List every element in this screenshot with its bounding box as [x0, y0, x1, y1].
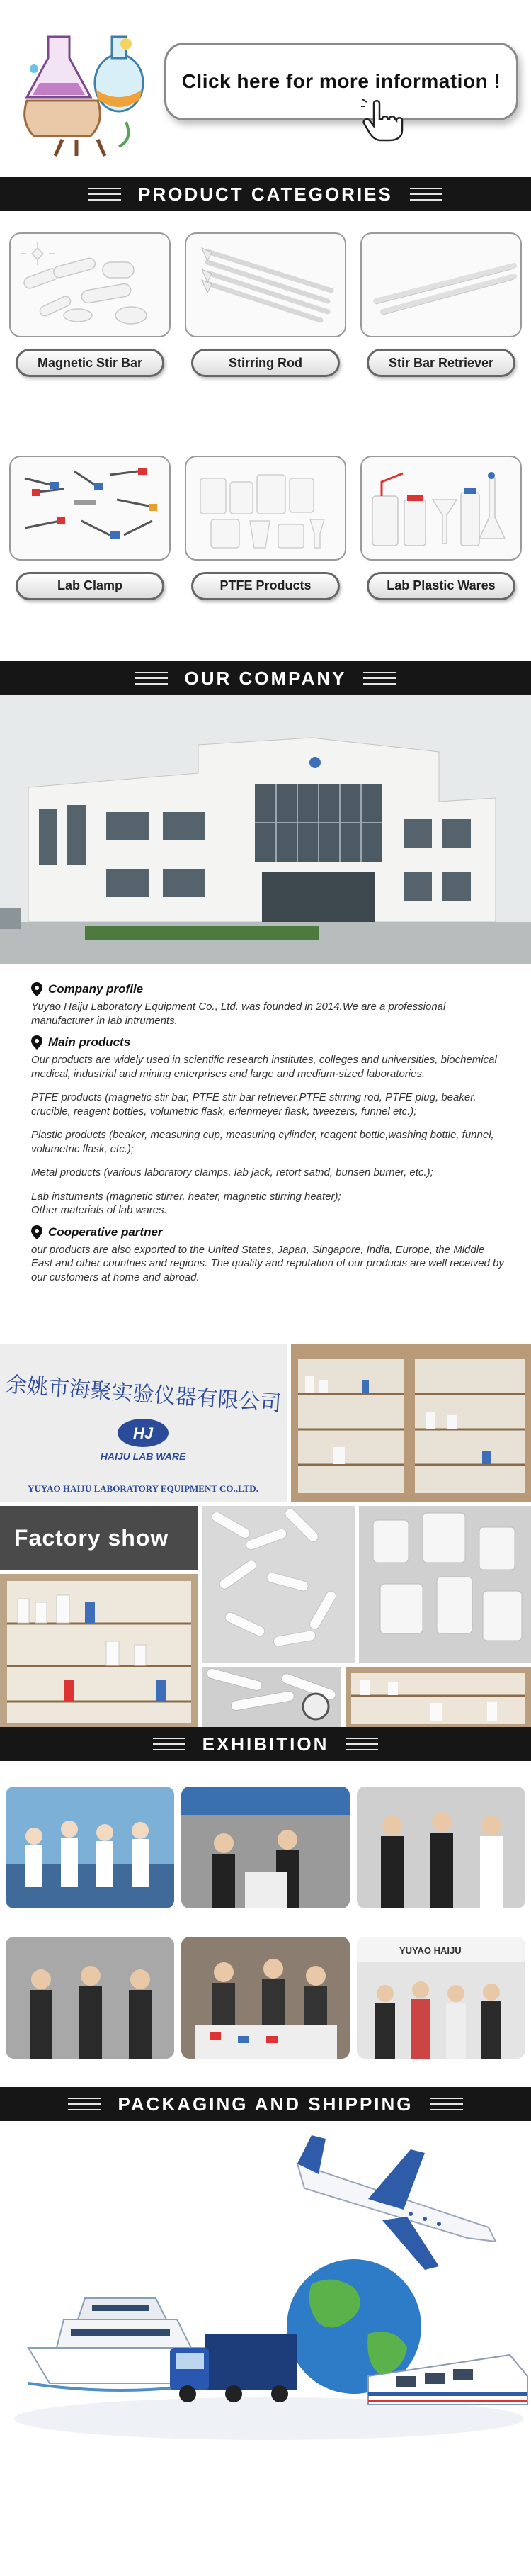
- top-banner: [0, 0, 531, 177]
- header-decoration-left: [153, 1738, 185, 1750]
- section-title: PACKAGING AND SHIPPING: [118, 2093, 413, 2115]
- category-grid: [0, 211, 531, 661]
- header-decoration-left: [88, 188, 121, 201]
- category-lab-clamp[interactable]: [7, 456, 173, 662]
- main-products-heading: [31, 1035, 506, 1050]
- category-label: Stirring Rod: [191, 349, 340, 377]
- exhibition-gallery: [0, 1761, 531, 2087]
- factory-show-text: Factory show: [14, 1524, 169, 1551]
- location-pin-icon: [31, 1225, 42, 1239]
- other-materials-text: Other materials of lab wares.: [31, 1204, 167, 1217]
- ptfe-parts-photo: [359, 1506, 531, 1663]
- booth-sign-text: YUYAO HAIJU: [399, 1945, 462, 1956]
- factory-gallery: [0, 1344, 531, 1727]
- category-image: [185, 232, 346, 337]
- company-building-photo: [0, 695, 531, 964]
- shipping-illustration: [0, 2121, 531, 2454]
- showroom-bottles-photo: [0, 1574, 198, 1727]
- sign-chinese-text: 余姚市海聚实验仪器有限公司: [4, 1372, 282, 1417]
- sign-brand-text: HAIJU LAB WARE: [100, 1451, 186, 1462]
- category-stir-bar-retriever[interactable]: [358, 232, 524, 439]
- category-image: [360, 232, 522, 337]
- section-title: EXHIBITION: [202, 1733, 329, 1755]
- rods-photo: [202, 1667, 341, 1727]
- pointing-hand-icon: [361, 99, 411, 142]
- header-decoration-right: [410, 188, 442, 201]
- category-image: [360, 456, 522, 561]
- showroom-shelf-photo: [291, 1344, 531, 1502]
- header-decoration-right: [363, 672, 396, 685]
- company-profile-heading: [31, 982, 506, 997]
- factory-show-label: [0, 1506, 198, 1570]
- category-stirring-rod[interactable]: [183, 232, 348, 439]
- lab-instruments-text: Lab instuments (magnetic stirrer, heater, magnetic stirring heater);: [31, 1190, 341, 1203]
- exhibition-photo: [357, 1787, 525, 1908]
- company-profile-text: Yuyao Haiju Laboratory Equipment Co., Ltd. was founded in 2014.We are a professional manufacturer in lab intruments.: [31, 1001, 446, 1027]
- category-lab-plastic-wares[interactable]: [358, 456, 524, 662]
- section-title: OUR COMPANY: [184, 667, 347, 689]
- category-image: [9, 456, 171, 561]
- more-info-button-label: Click here for more information !: [181, 70, 501, 92]
- heading-text: Main products: [48, 1035, 131, 1050]
- category-label: Lab Clamp: [16, 572, 164, 600]
- category-magnetic-stir-bar[interactable]: [7, 232, 173, 439]
- header-decoration-right: [430, 2098, 463, 2110]
- heading-text: Cooperative partner: [48, 1225, 163, 1239]
- cooperative-partner-heading: [31, 1225, 506, 1240]
- location-pin-icon: [31, 982, 42, 996]
- exhibition-photo: [6, 1787, 174, 1908]
- our-company-header: [0, 661, 531, 695]
- category-label: Lab Plastic Wares: [367, 572, 515, 600]
- exhibition-photo: [6, 1937, 174, 2059]
- ptfe-products-text: PTFE products (magnetic stir bar, PTFE stir bar retriever,PTFE stirring rod, PTFE plug, beaker, crucible, reagent bottles, volumetric flask, erlenmeyer flask, tweezers, funnel etc.);: [31, 1091, 476, 1118]
- packaging-shipping-header: [0, 2087, 531, 2121]
- exhibition-photo: [181, 1937, 350, 2059]
- header-decoration-right: [346, 1738, 378, 1750]
- section-title: PRODUCT CATEGORIES: [138, 183, 393, 205]
- sign-logo-text: HJ: [132, 1424, 154, 1442]
- plastic-products-text: Plastic products (beaker, measuring cup, measuring cylinder, reagent bottle,washing bottle, funnel, volumetric flask, etc.);: [31, 1129, 494, 1155]
- metal-products-text: Metal products (various laboratory clamps, lab jack, retort satnd, bunsen burner, etc.);: [31, 1166, 433, 1179]
- exhibition-photo: [181, 1787, 350, 1908]
- lab-flasks-illustration: [13, 16, 154, 157]
- category-image: [9, 232, 171, 337]
- main-products-intro: Our products are widely used in scientific research institutes, colleges and universities, biochemical medical, industrial and mining enterprises and large and medium-sized laboratories.: [31, 1054, 497, 1080]
- category-label: Magnetic Stir Bar: [16, 349, 164, 377]
- cooperative-partner-text: our products are also exported to the United States, Japan, Singapore, India, Europe, the Middle East and other countries and regions. The quality and reputation of our products are well received by our customers at home and abroad.: [31, 1243, 504, 1283]
- stir-bars-photo: [202, 1506, 355, 1663]
- exhibition-booth-photo: [357, 1937, 525, 2059]
- product-categories-header: [0, 177, 531, 211]
- sign-english-text: YUYAO HAIJU LABORATORY EQUIPMENT CO.,LTD.: [28, 1483, 258, 1494]
- company-sign-photo: [0, 1344, 287, 1502]
- company-description: [0, 964, 531, 1344]
- more-info-button[interactable]: [164, 43, 518, 120]
- header-decoration-left: [68, 2098, 101, 2110]
- location-pin-icon: [31, 1035, 42, 1050]
- category-ptfe-products[interactable]: [183, 456, 348, 662]
- category-label: PTFE Products: [191, 572, 340, 600]
- category-label: Stir Bar Retriever: [367, 349, 515, 377]
- heading-text: Company profile: [48, 982, 144, 996]
- category-image: [185, 456, 346, 561]
- header-decoration-left: [135, 672, 168, 685]
- exhibition-header: [0, 1727, 531, 1761]
- warehouse-shelf-photo: [346, 1667, 531, 1727]
